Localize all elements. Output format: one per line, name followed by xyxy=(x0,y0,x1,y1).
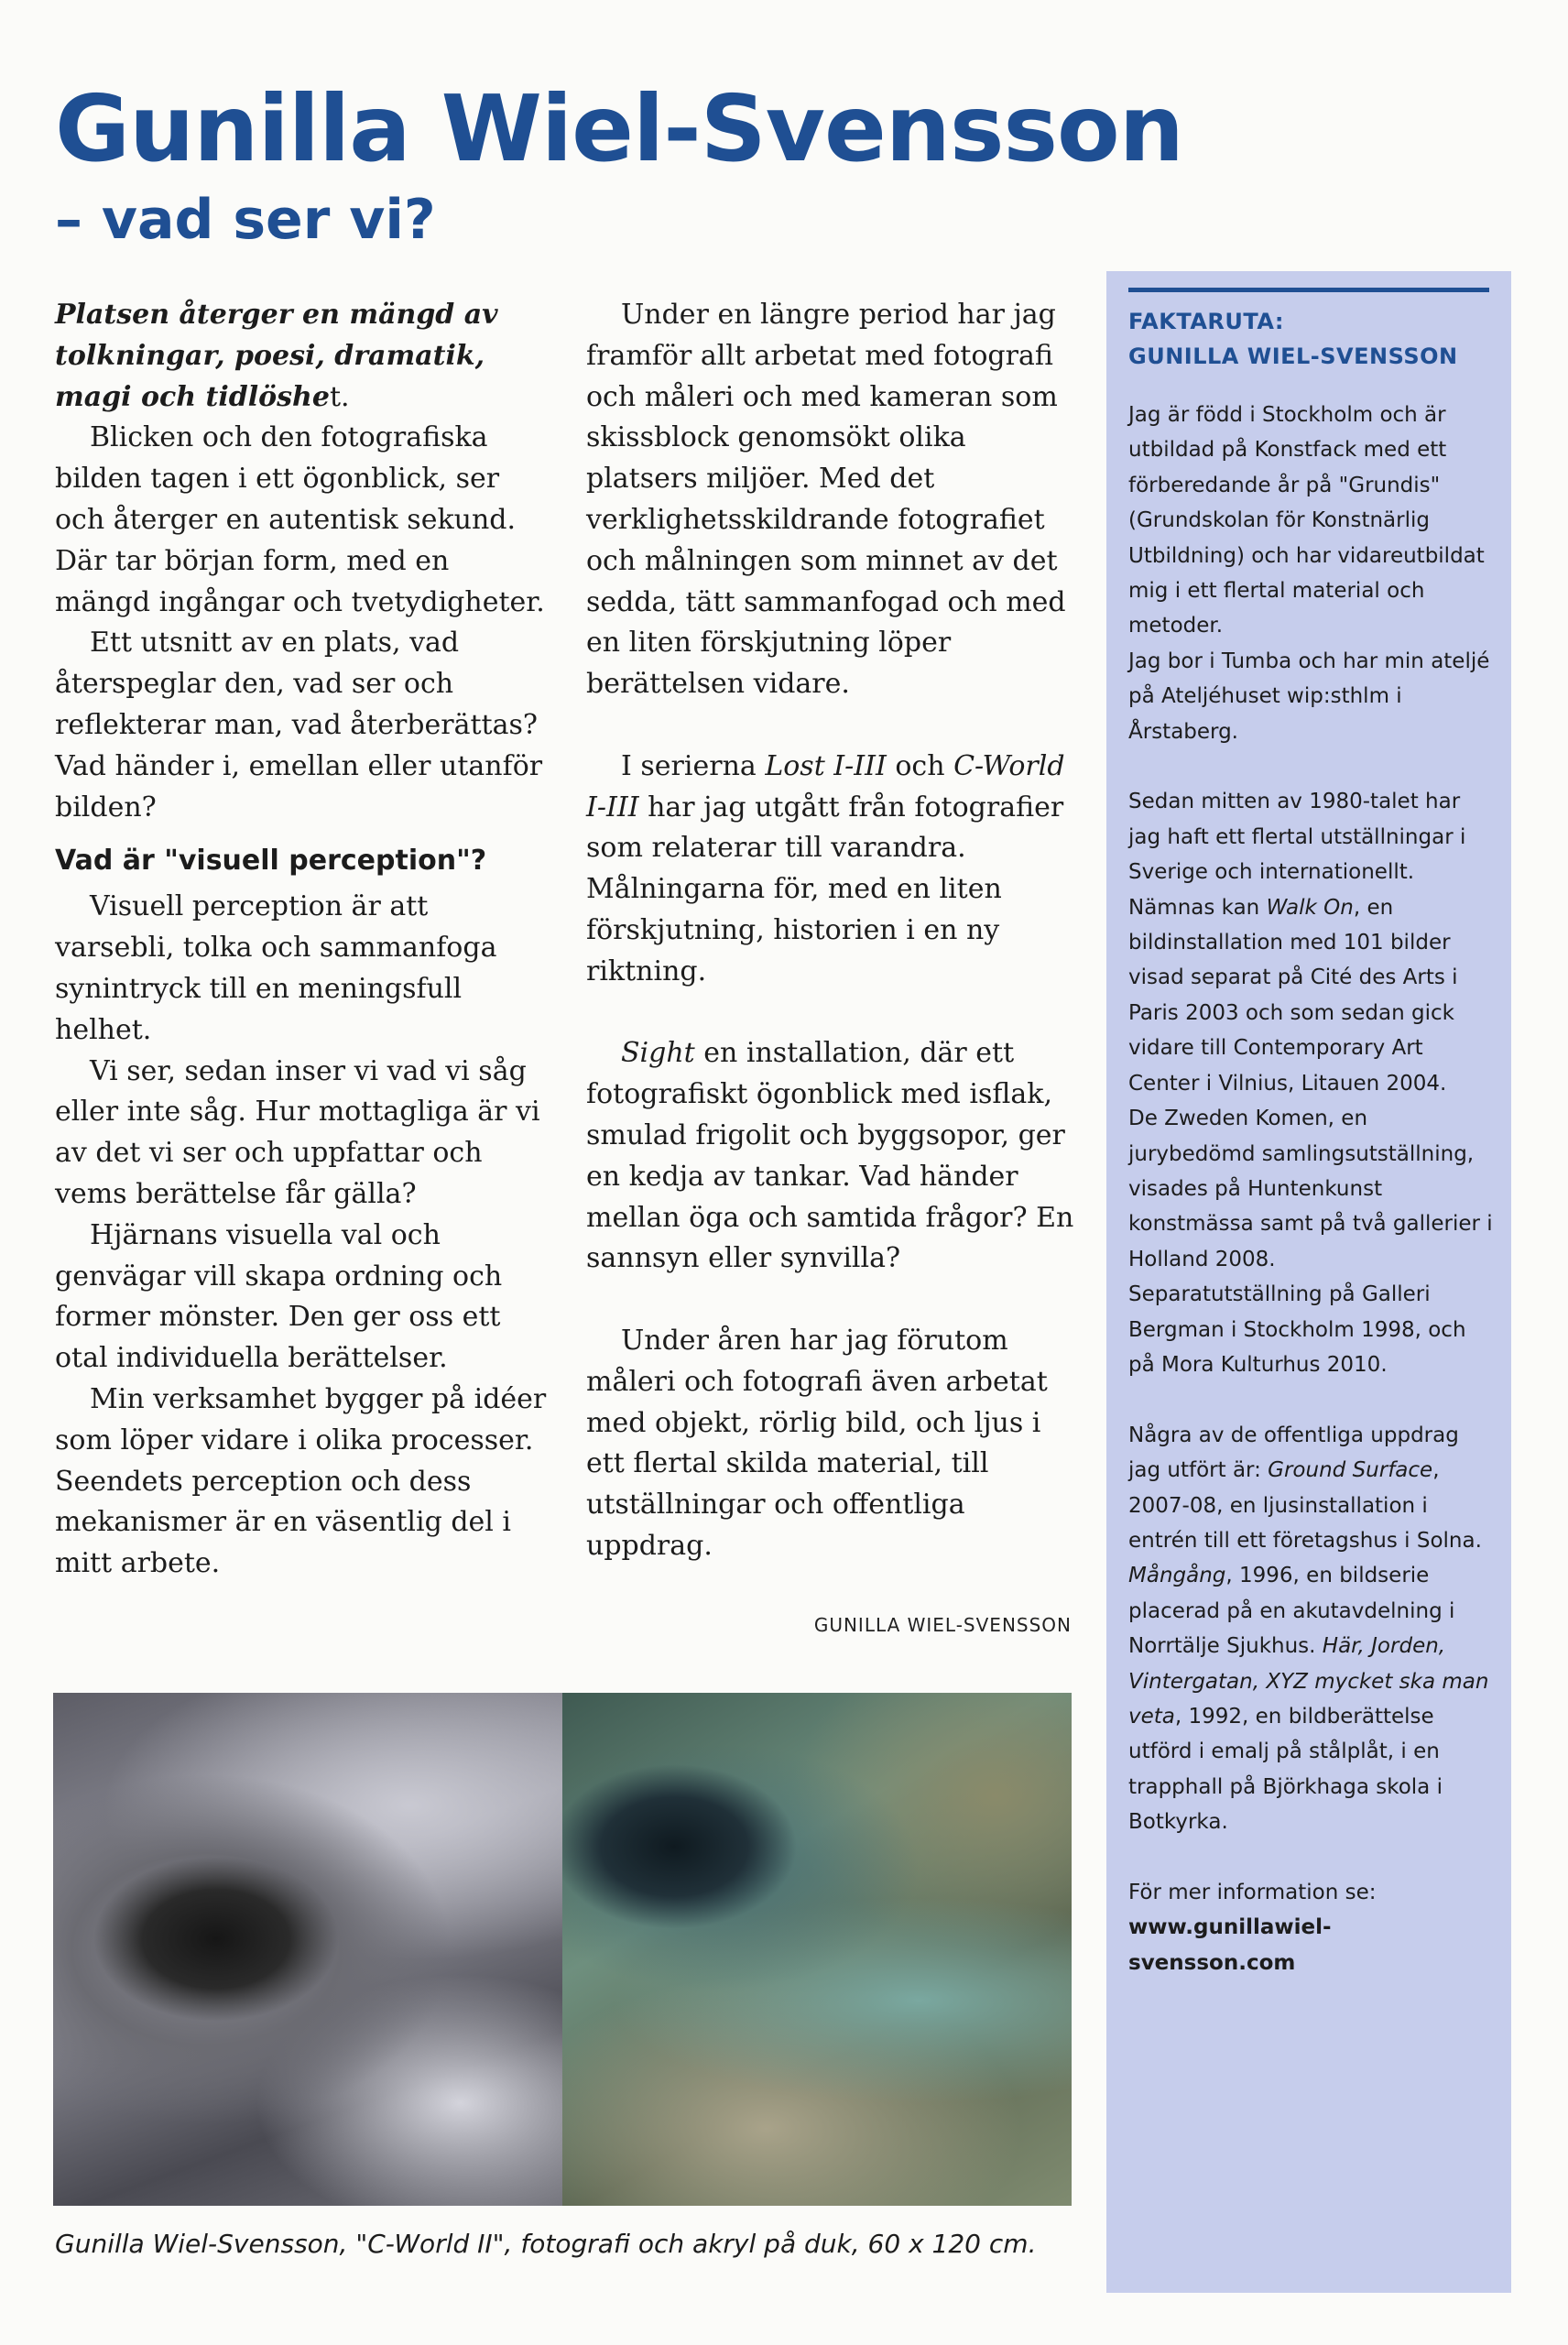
paragraph xyxy=(586,1033,1081,1280)
paragraph: Ett utsnitt av en plats, vad återspeglar den, vad ser och reflekterar man, vad återberättas? Vad händer i, emellan eller utanför bilden? xyxy=(55,627,543,823)
fact-box xyxy=(1106,271,1511,2293)
text-column-left xyxy=(55,295,550,1585)
work-title-walk-on: Walk On xyxy=(1266,895,1354,920)
fact-paragraph: Separatutställning på Galleri Bergman i Stockholm 1998, och på Mora Kulturhus 2010. xyxy=(1128,1282,1466,1377)
fact-paragraph: De Zweden Komen, en jurybedömd samlingsutställning, visades på Huntenkunst konstmässa samt på två gallerier i Holland 2008. xyxy=(1128,1107,1493,1271)
author-byline: GUNILLA WIEL-SVENSSON xyxy=(813,1614,1072,1636)
paragraph: Blicken och den fotografiska bilden tagen i ett ögonblick, ser och återger en autentisk sekund. Där tar början form, med en mängd ingångar och tvetydigheter. xyxy=(55,421,545,618)
fact-box-heading xyxy=(1128,304,1495,374)
fact-box-heading-line1: FAKTARUTA: xyxy=(1128,309,1284,334)
work-title-sight: Sight xyxy=(621,1037,695,1070)
lead-emphasis: Platsen återger en mängd av tolkningar, poesi, dramatik, magi och tidlöshe xyxy=(55,299,498,413)
work-title-lost: Lost I-III xyxy=(765,749,887,782)
fact-box-heading-line2: GUNILLA WIEL-SVENSSON xyxy=(1128,344,1458,369)
info-label: För mer information se: xyxy=(1128,1881,1377,1905)
work-title-ground-surface: Ground Surface xyxy=(1268,1458,1433,1483)
article-subtitle: – vad ser vi? xyxy=(55,188,436,252)
work-title-cworld: C-World I-III xyxy=(586,749,1065,823)
work-title-mangang: Mångång xyxy=(1128,1564,1226,1588)
artwork-images xyxy=(53,1693,1072,2206)
artwork-painting-color xyxy=(562,1693,1072,2206)
fact-paragraph: Jag bor i Tumba och har min ateljé på Ateljéhuset wip:sthlm i Årstaberg. xyxy=(1128,649,1490,744)
lead-paragraph xyxy=(55,295,550,418)
paragraph: Min verksamhet bygger på idéer som löper vidare i olika processer. Seendets perception och dess mekanismer är en väsentlig del i mitt arbete. xyxy=(55,1382,547,1580)
fact-paragraph xyxy=(1128,784,1495,1101)
text-run: I serierna xyxy=(621,749,766,782)
text-run: , 2007-08, en ljusinstallation i entrén till ett företagshus i Solna. xyxy=(1128,1458,1482,1553)
image-caption: Gunilla Wiel-Svensson, "C-World II", fotografi och akryl på duk, 60 x 120 cm. xyxy=(55,2229,1037,2259)
paragraph: Hjärnans visuella val och genvägar vill skapa ordning och former mönster. Den ger oss ett otal individuella berättelser. xyxy=(55,1218,503,1375)
paragraph: Under åren har jag förutom måleri och fotografi även arbetat med objekt, rörlig bild, och ljus i ett flertal skilda material, till utställningar och offentliga uppdrag. xyxy=(586,1324,1048,1562)
text-run: har jag utgått från fotografier som relaterar till varandra. Målningarna för, med en liten förskjutning, historien i en ny riktning. xyxy=(586,791,1064,987)
paragraph xyxy=(586,747,1081,993)
text-run: en installation, där ett fotografiskt ögonblick med isflak, smulad frigolit och byggsopor, ger en kedja av tankar. Vad händer mellan öga och samtida frågor? En sannsyn eller synvilla? xyxy=(586,1037,1074,1275)
artwork-photo-monochrome xyxy=(53,1693,562,2206)
text-run: Några av de offentliga uppdrag jag utfört är: xyxy=(1128,1423,1459,1483)
lead-tail: t. xyxy=(329,380,350,413)
paragraph: Under en längre period har jag framför allt arbetat med fotografi och måleri och med kameran som skissblock genomsökt olika platsers miljöer. Med det verklighetsskildrande fotografiet och målningen som minnet av det sedda, tätt sammanfogad och med en liten förskjutning löper berättelsen vidare. xyxy=(586,299,1066,701)
paragraph: Vi ser, sedan inser vi vad vi såg eller inte såg. Hur mottagliga är vi av det vi ser och uppfattar och vems berättelse får gälla? xyxy=(55,1054,540,1210)
website-link[interactable]: www.gunillawiel-svensson.com xyxy=(1128,1915,1332,1975)
fact-paragraph: Jag är född i Stockholm och är utbildad på Konstfack med ett förberedande år på "Grundis" (Grundskolan för Konstnärlig Utbildning) och har vidareutbildat mig i ett flertal material och metoder. xyxy=(1128,403,1485,638)
section-heading: Vad är "visuell perception"? xyxy=(55,845,487,878)
text-run: , 1996, en bildserie placerad på en akutavdelning i Norrtälje Sjukhus. xyxy=(1128,1564,1455,1659)
text-run: , 1992, en bildberättelse utförd i emalj på stålplåt, i en trapphall på Björkhaga skola i Botkyrka. xyxy=(1128,1705,1443,1835)
text-run: Sedan mitten av 1980-talet har jag haft ett flertal utställningar i Sverige och internationellt. Nämnas kan xyxy=(1128,790,1466,920)
fact-paragraph xyxy=(1128,1418,1495,1840)
text-column-right xyxy=(586,295,1081,1567)
article-title: Gunilla Wiel-Svensson xyxy=(55,75,1183,182)
text-run: , en bildinstallation med 101 bilder visad separat på Cité des Arts i Paris 2003 och som sedan gick vidare till Contemporary Art Center i Vilnius, Litauen 2004. xyxy=(1128,895,1458,1096)
work-title-har-jorden: Här, Jorden, Vintergatan, XYZ mycket ska man veta xyxy=(1128,1634,1489,1729)
text-run: och xyxy=(886,749,954,782)
paragraph: Visuell perception är att varsebli, tolka och sammanfoga synintryck till en meningsfull helhet. xyxy=(55,890,497,1046)
fact-box-rule xyxy=(1128,288,1489,292)
fact-box-content xyxy=(1128,304,1495,1980)
